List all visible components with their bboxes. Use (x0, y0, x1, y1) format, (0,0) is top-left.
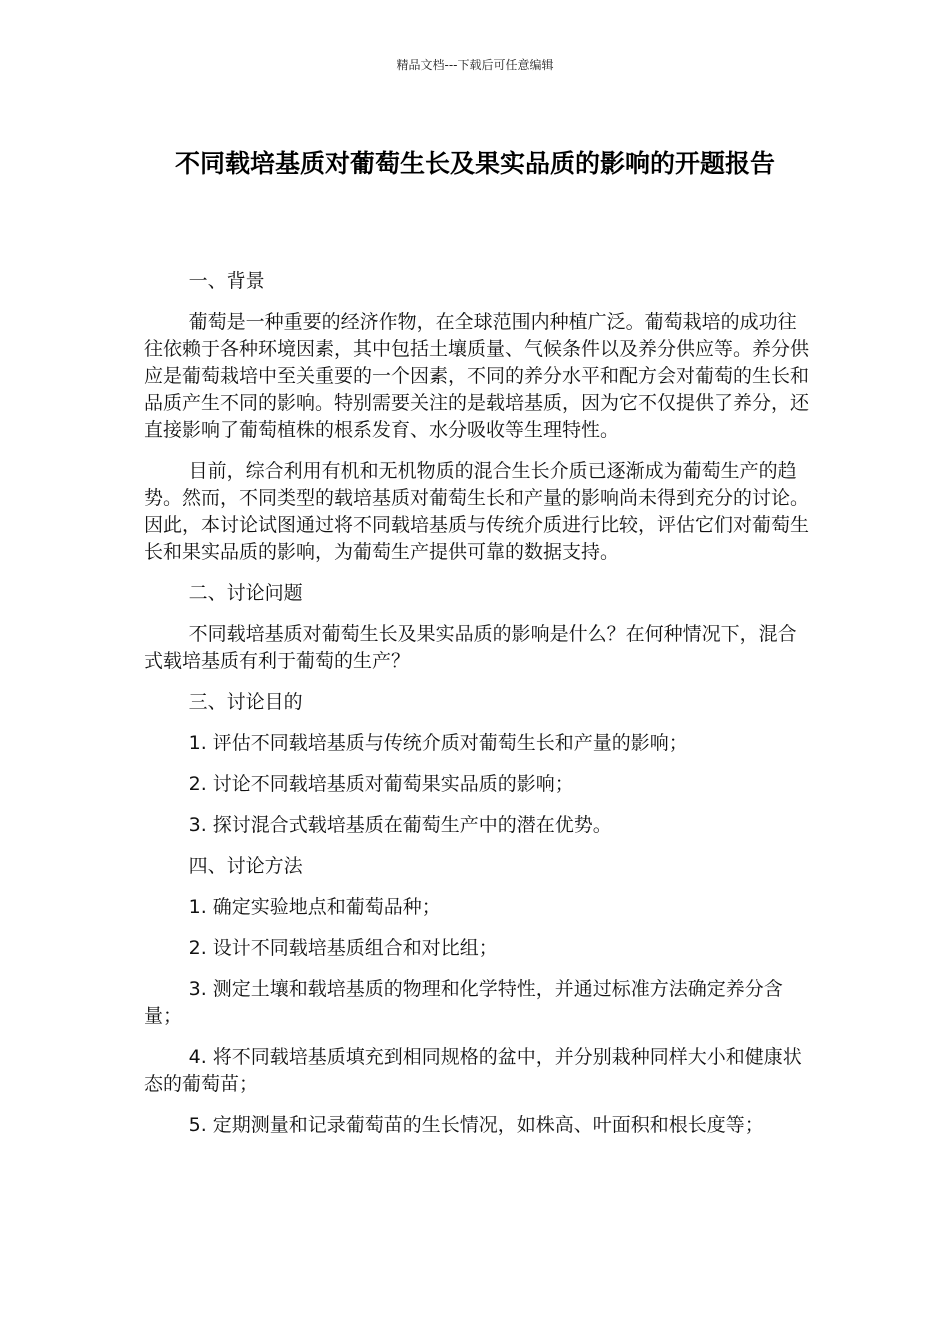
method-item: 2. 设计不同载培基质组合和对比组； (188, 937, 498, 959)
method-item: 4. 将不同载培基质填充到相同规格的盆中，并分别栽种同样大小和健康状态的葡萄苗； (144, 1046, 802, 1095)
section-heading-background: 一、背景 (188, 270, 265, 292)
method-item: 5. 定期测量和记录葡萄苗的生长情况，如株高、叶面积和根长度等； (188, 1114, 764, 1136)
background-paragraph: 葡萄是一种重要的经济作物，在全球范围内种植广泛。葡萄栽培的成功往往依赖于各种环境因素，其中包括土壤质量、气候条件以及养分供应等。养分供应是葡萄栽培中至关重要的一个因素，不同的养分水平和配方会对葡萄的生长和品质产生不同的影响。特别需要关注的是载培基质，因为它不仅提供了养分，还直接影响了葡萄植株的根系发育、水分吸收等生理特性。 (144, 311, 810, 441)
section-heading-objectives: 三、讨论目的 (188, 691, 303, 713)
objective-item: 3. 探讨混合式载培基质在葡萄生产中的潜在优势。 (188, 814, 612, 836)
document-title: 不同载培基质对葡萄生长及果实品质的影响的开题报告 (174, 149, 775, 178)
question-paragraph: 不同载培基质对葡萄生长及果实品质的影响是什么？在何种情况下，混合式载培基质有利于葡萄的生产？ (144, 623, 797, 672)
header-note: 精品文档---下载后可任意编辑 (396, 58, 554, 72)
document-body (144, 268, 810, 1153)
objective-item: 2. 讨论不同载培基质对葡萄果实品质的影响； (188, 773, 574, 795)
method-item: 3. 测定土壤和载培基质的物理和化学特性，并通过标准方法确定养分含量； (144, 978, 783, 1027)
section-heading-question: 二、讨论问题 (188, 582, 303, 604)
background-paragraph: 目前，综合利用有机和无机物质的混合生长介质已逐渐成为葡萄生产的趋势。然而，不同类型的载培基质对葡萄生长和产量的影响尚未得到充分的讨论。因此，本讨论试图通过将不同载培基质与传统介质进行比较，评估它们对葡萄生长和果实品质的影响，为葡萄生产提供可靠的数据支持。 (144, 460, 810, 563)
method-item: 1. 确定实验地点和葡萄品种； (188, 896, 441, 918)
objective-item: 1. 评估不同载培基质与传统介质对葡萄生长和产量的影响； (188, 732, 688, 754)
section-heading-methods: 四、讨论方法 (188, 855, 303, 877)
